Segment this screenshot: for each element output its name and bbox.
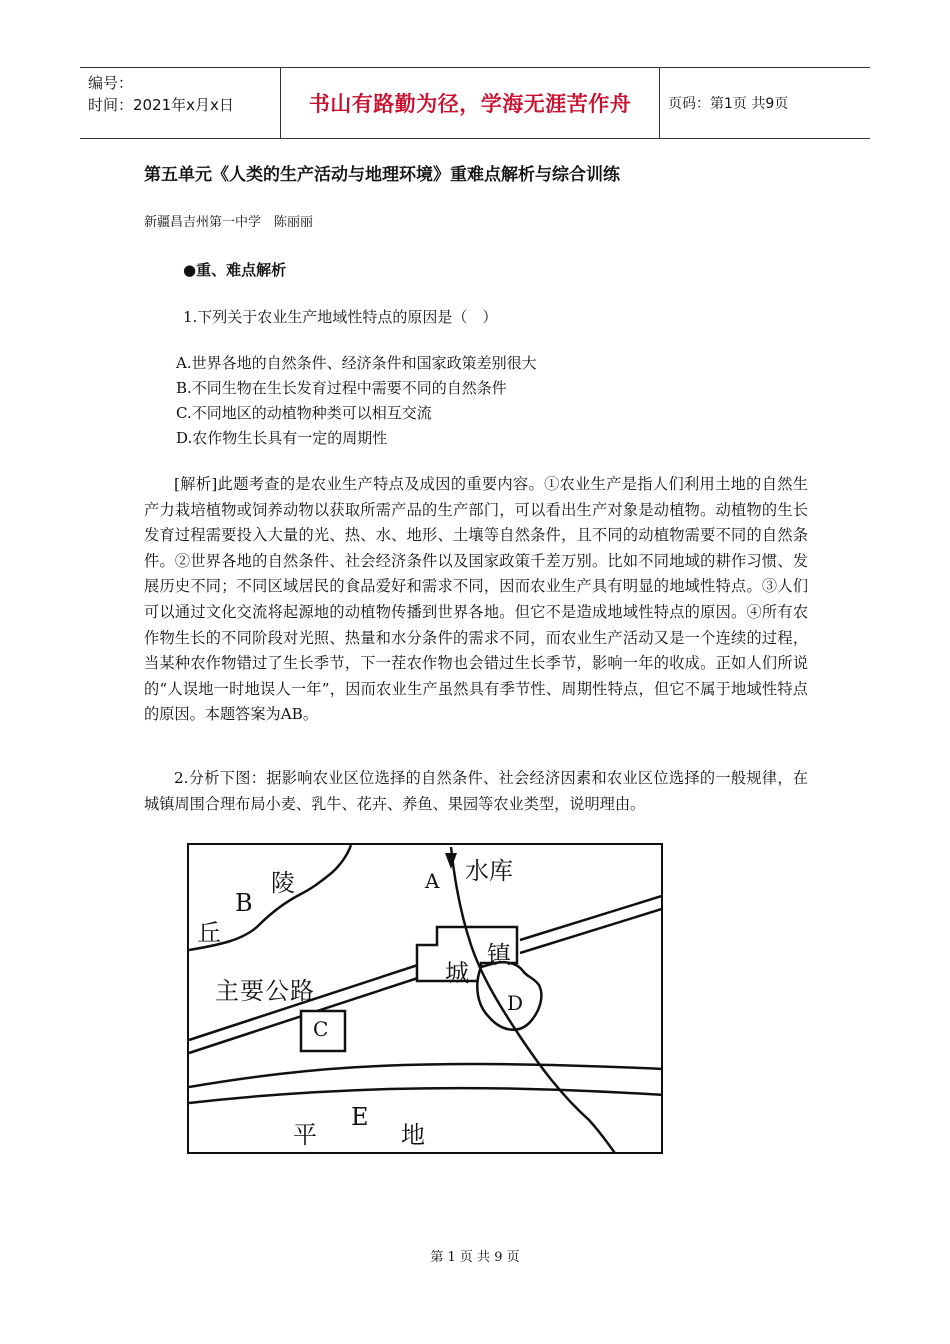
reservoir-arrow [445, 853, 457, 869]
label-a: A [425, 869, 440, 893]
option-b: B.不同生物在生长发育过程中需要不同的自然条件 [176, 379, 507, 397]
label-e: E [351, 1103, 369, 1131]
question-1-stem: 1.下列关于农业生产地域性特点的原因是（ ） [183, 308, 498, 326]
page-footer: 第 1 页 共 9 页 [430, 1250, 520, 1265]
number-label: 编号： [88, 74, 134, 92]
plain-boundary-upper [189, 1064, 663, 1087]
document-title: 第五单元《人类的生产活动与地理环境》重难点解析与综合训练 [144, 165, 620, 185]
road-label: 主要公路 [215, 977, 315, 1005]
option-a: A.世界各地的自然条件、经济条件和国家政策差别很大 [176, 354, 537, 372]
option-d: D.农作物生长具有一定的周期性 [176, 429, 388, 447]
map-figure [187, 843, 663, 1154]
plain-char-2: 地 [401, 1121, 425, 1149]
road-line-upper-east [520, 895, 663, 940]
question-1-analysis: [解析]此题考查的是农业生产特点及成因的重要内容。①农业生产是指人们利用土地的自然生产力栽培植物或饲养动物以获取所需产品的生产部门，可以看出生产对象是动植物。动植物的生长发育过程需要投入大量的光、热、水、地形、土壤等自然条件，且不同的动植物需要不同的自然条件。②世界各地的自然条件、社会经济条件以及国家政策千差万别。比如不同地域的耕作习惯、发展历史不同；不同区域居民的食品爱好和需求不同，因而农业生产具有明显的地域性特点。③人们可以通过文化交流将起源地的动植物传播到世界各地。但它不是造成地域性特点的原因。④所有农作物生长的不同阶段对光照、热量和水分条件的需求不同，而农业生产活动又是一个连续的过程，当某种农作物错过了生长季节，下一茬农作物也会错过生长季节，影响一年的收成。正如人们所说的“人误地一时地误人一年”，因而农业生产虽然具有季节性、周期性特点，但它不属于地域性特点的原因。本题答案为AB。 [144, 475, 808, 724]
question-1-options [176, 351, 537, 451]
question-2-stem: 2.分析下图：据影响农业区位选择的自然条件、社会经济因素和农业区位选择的一般规律，在城镇周围合理布局小麦、乳牛、花卉、养鱼、果园等农业类型，说明理由。 [144, 769, 808, 813]
label-b: B [235, 889, 253, 917]
plain-boundary-lower [189, 1088, 663, 1103]
page-info: 页码：第1页 共9页 [668, 96, 789, 112]
option-c: C.不同地区的动植物种类可以相互交流 [176, 404, 432, 422]
reservoir-label: 水库 [465, 857, 513, 885]
time-label: 时间：2021年x月x日 [88, 96, 234, 114]
hill-char-2: 丘 [197, 919, 221, 947]
page-header [80, 67, 870, 139]
road-line-lower-east [520, 908, 663, 953]
hill-char-1: 陵 [271, 869, 295, 897]
plain-char-1: 平 [293, 1121, 317, 1149]
header-meta [88, 72, 278, 116]
motto: 书山有路勤为径，学海无涯苦作舟 [280, 68, 660, 138]
author-line: 新疆昌吉州第一中学 陈丽丽 [144, 215, 314, 230]
town-char-2: 镇 [487, 941, 511, 969]
label-c: C [313, 1017, 329, 1041]
town-char-1: 城 [445, 959, 469, 987]
section-heading: ●重、难点解析 [183, 261, 287, 279]
label-d: D [507, 991, 524, 1015]
